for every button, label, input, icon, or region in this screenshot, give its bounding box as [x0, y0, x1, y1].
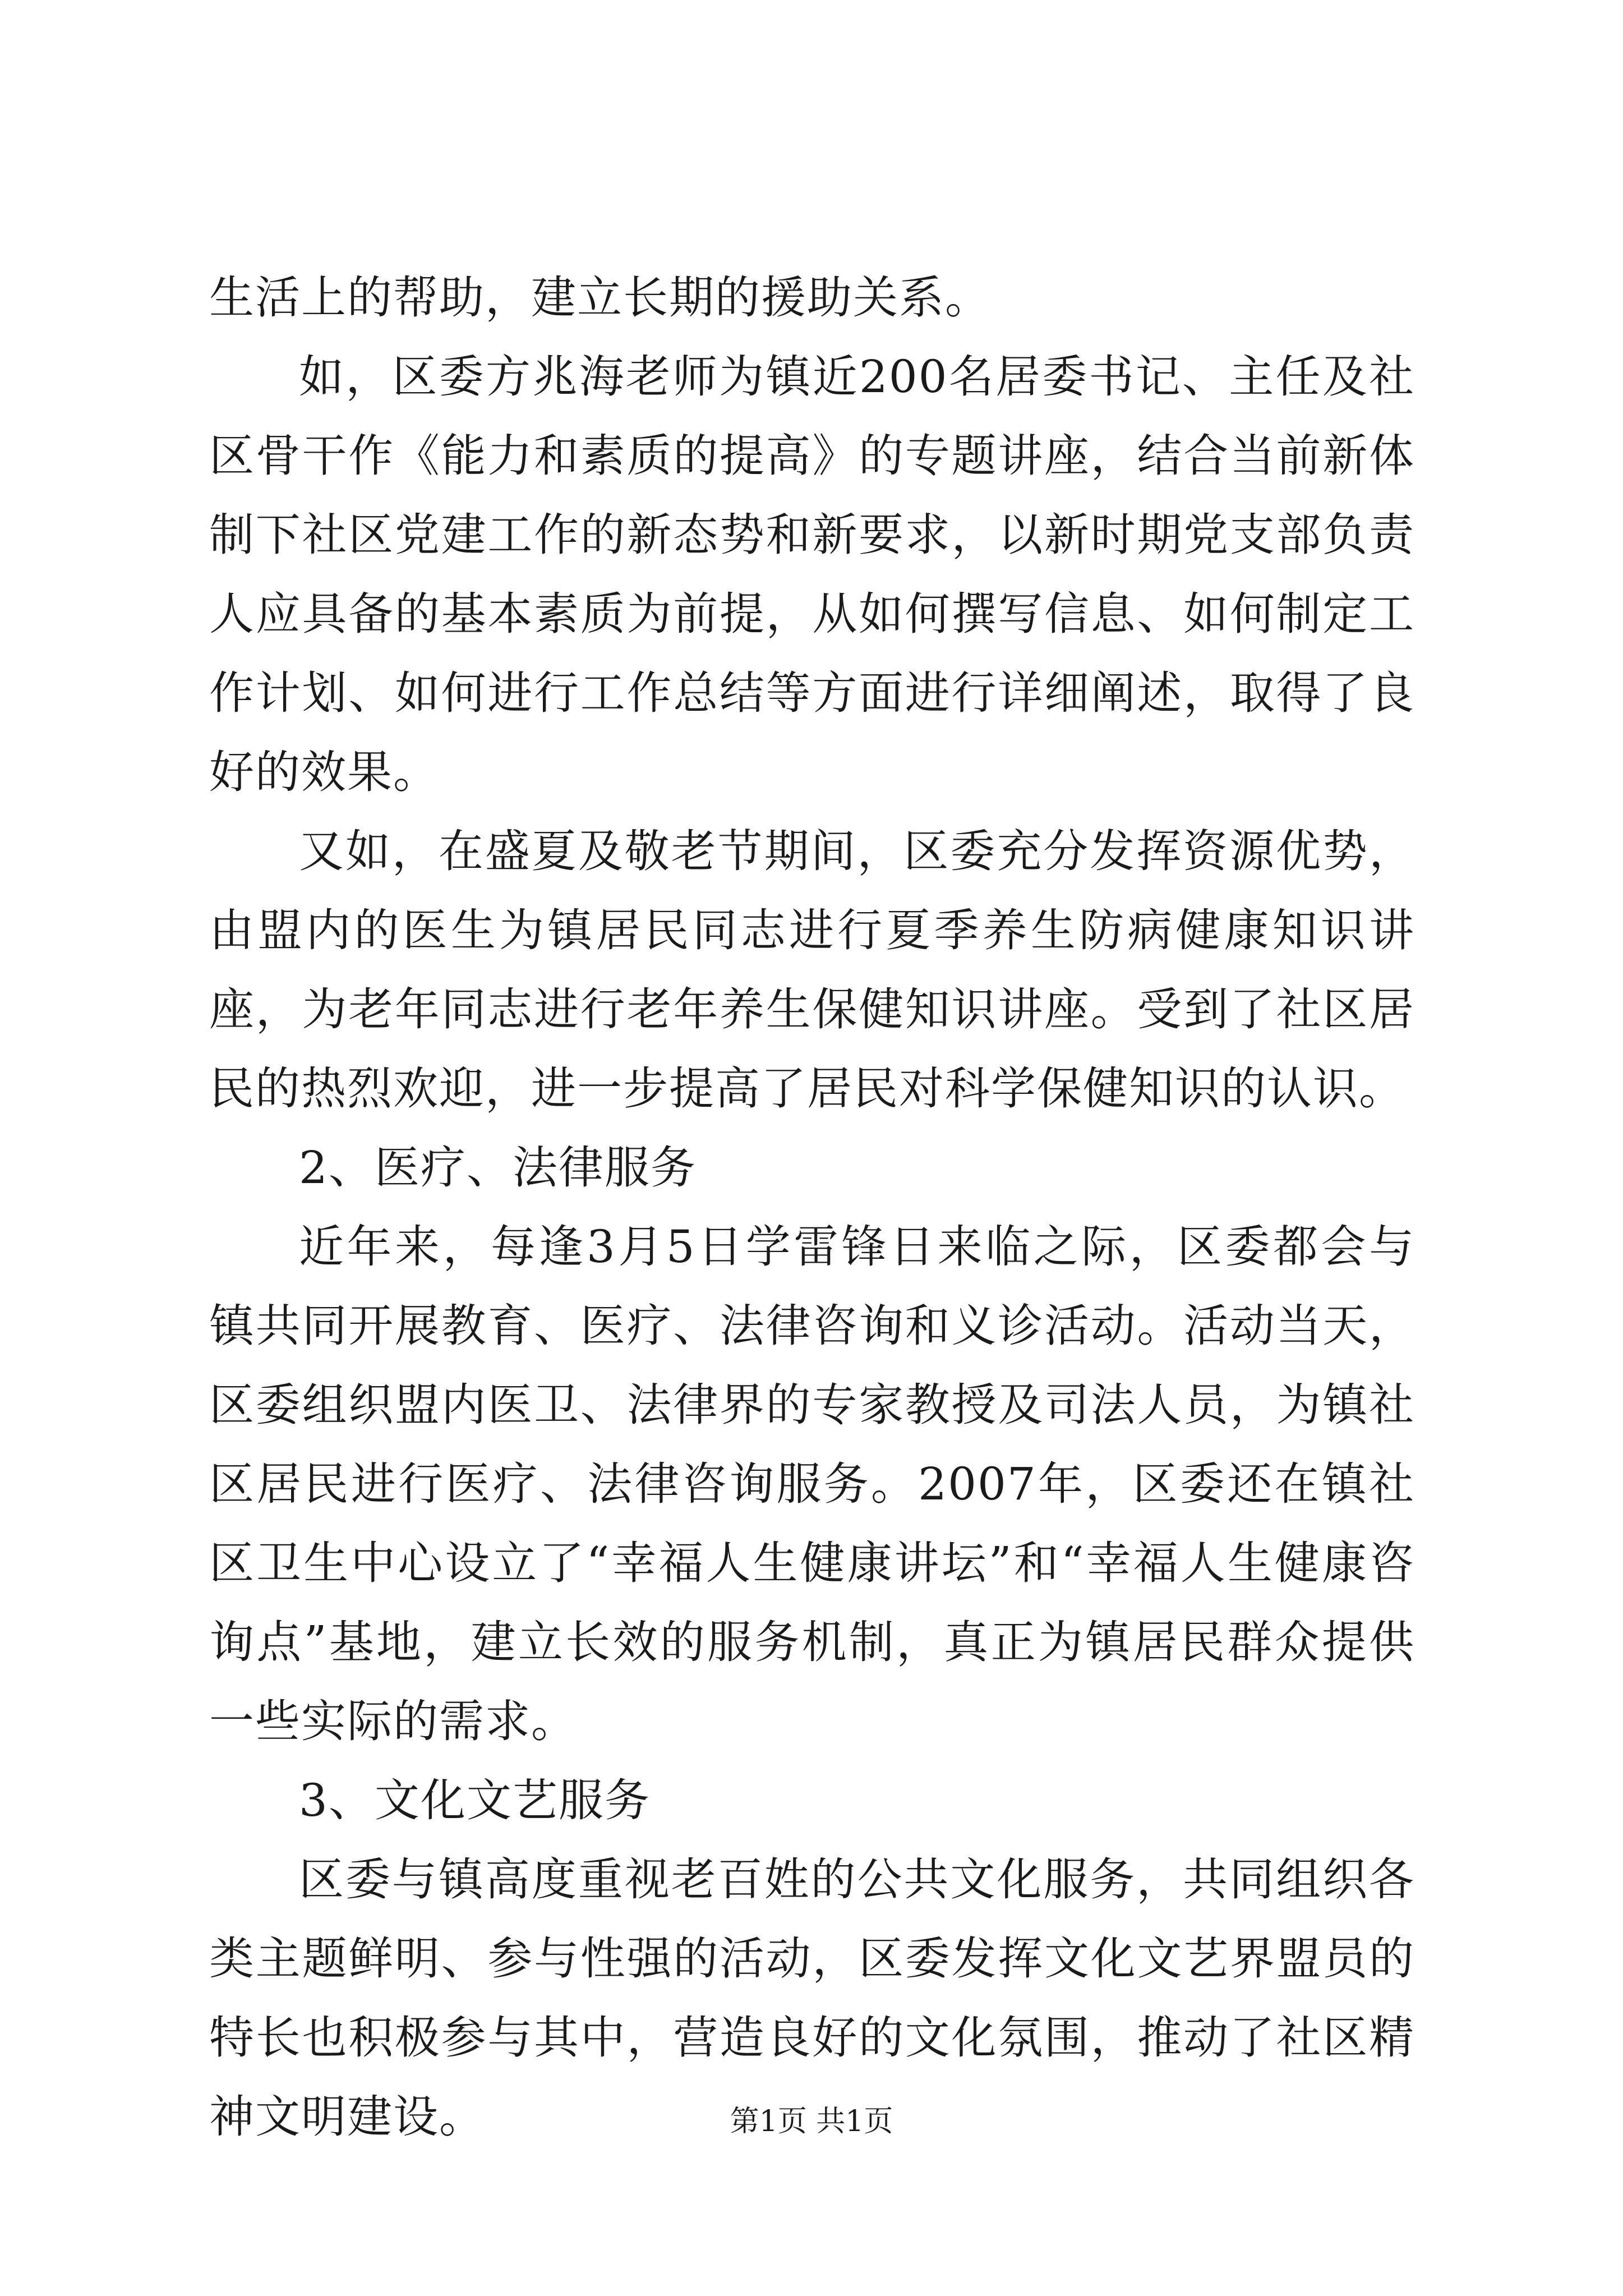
- section-heading-medical-legal: 2、医疗、法律服务: [299, 1142, 697, 1194]
- page-number-footer: 第1页 共1页: [730, 2105, 893, 2138]
- document-body: [209, 258, 1415, 2156]
- paragraph-continuation: 生活上的帮助，建立长期的援助关系。: [209, 272, 991, 324]
- paragraph-culture: 区委与镇高度重视老百姓的公共文化服务，共同组织各类主题鲜明、参与性强的活动，区委发挥文化文艺界盟员的特长也积极参与其中，营造良好的文化氛围，推动了社区精神文明建设。: [209, 1853, 1415, 2143]
- section-heading-culture: 3、文化文艺服务: [299, 1774, 651, 1826]
- paragraph-example-health-lecture: 又如，在盛夏及敬老节期间，区委充分发挥资源优势，由盟内的医生为镇居民同志进行夏季养生防病健康知识讲座，为老年同志进行老年养生保健知识讲座。受到了社区居民的热烈欢迎，进一步提高了居民对科学保健知识的认识。: [209, 825, 1415, 1115]
- paragraph-example-lecture: 如，区委方兆海老师为镇近200名居委书记、主任及社区骨干作《能力和素质的提高》的专题讲座，结合当前新体制下社区党建工作的新态势和新要求，以新时期党支部负责人应具备的基本素质为前提，从如何撰写信息、如何制定工作计划、如何进行工作总结等方面进行详细阐述，取得了良好的效果。: [209, 351, 1415, 798]
- paragraph-medical-legal: 近年来，每逢3月5日学雷锋日来临之际，区委都会与镇共同开展教育、医疗、法律咨询和义诊活动。活动当天，区委组织盟内医卫、法律界的专家教授及司法人员，为镇社区居民进行医疗、法律咨询服务。2007年，区委还在镇社区卫生中心设立了“幸福人生健康讲坛”和“幸福人生健康咨询点”基地，建立长效的服务机制，真正为镇居民群众提供一些实际的需求。: [209, 1221, 1415, 1747]
